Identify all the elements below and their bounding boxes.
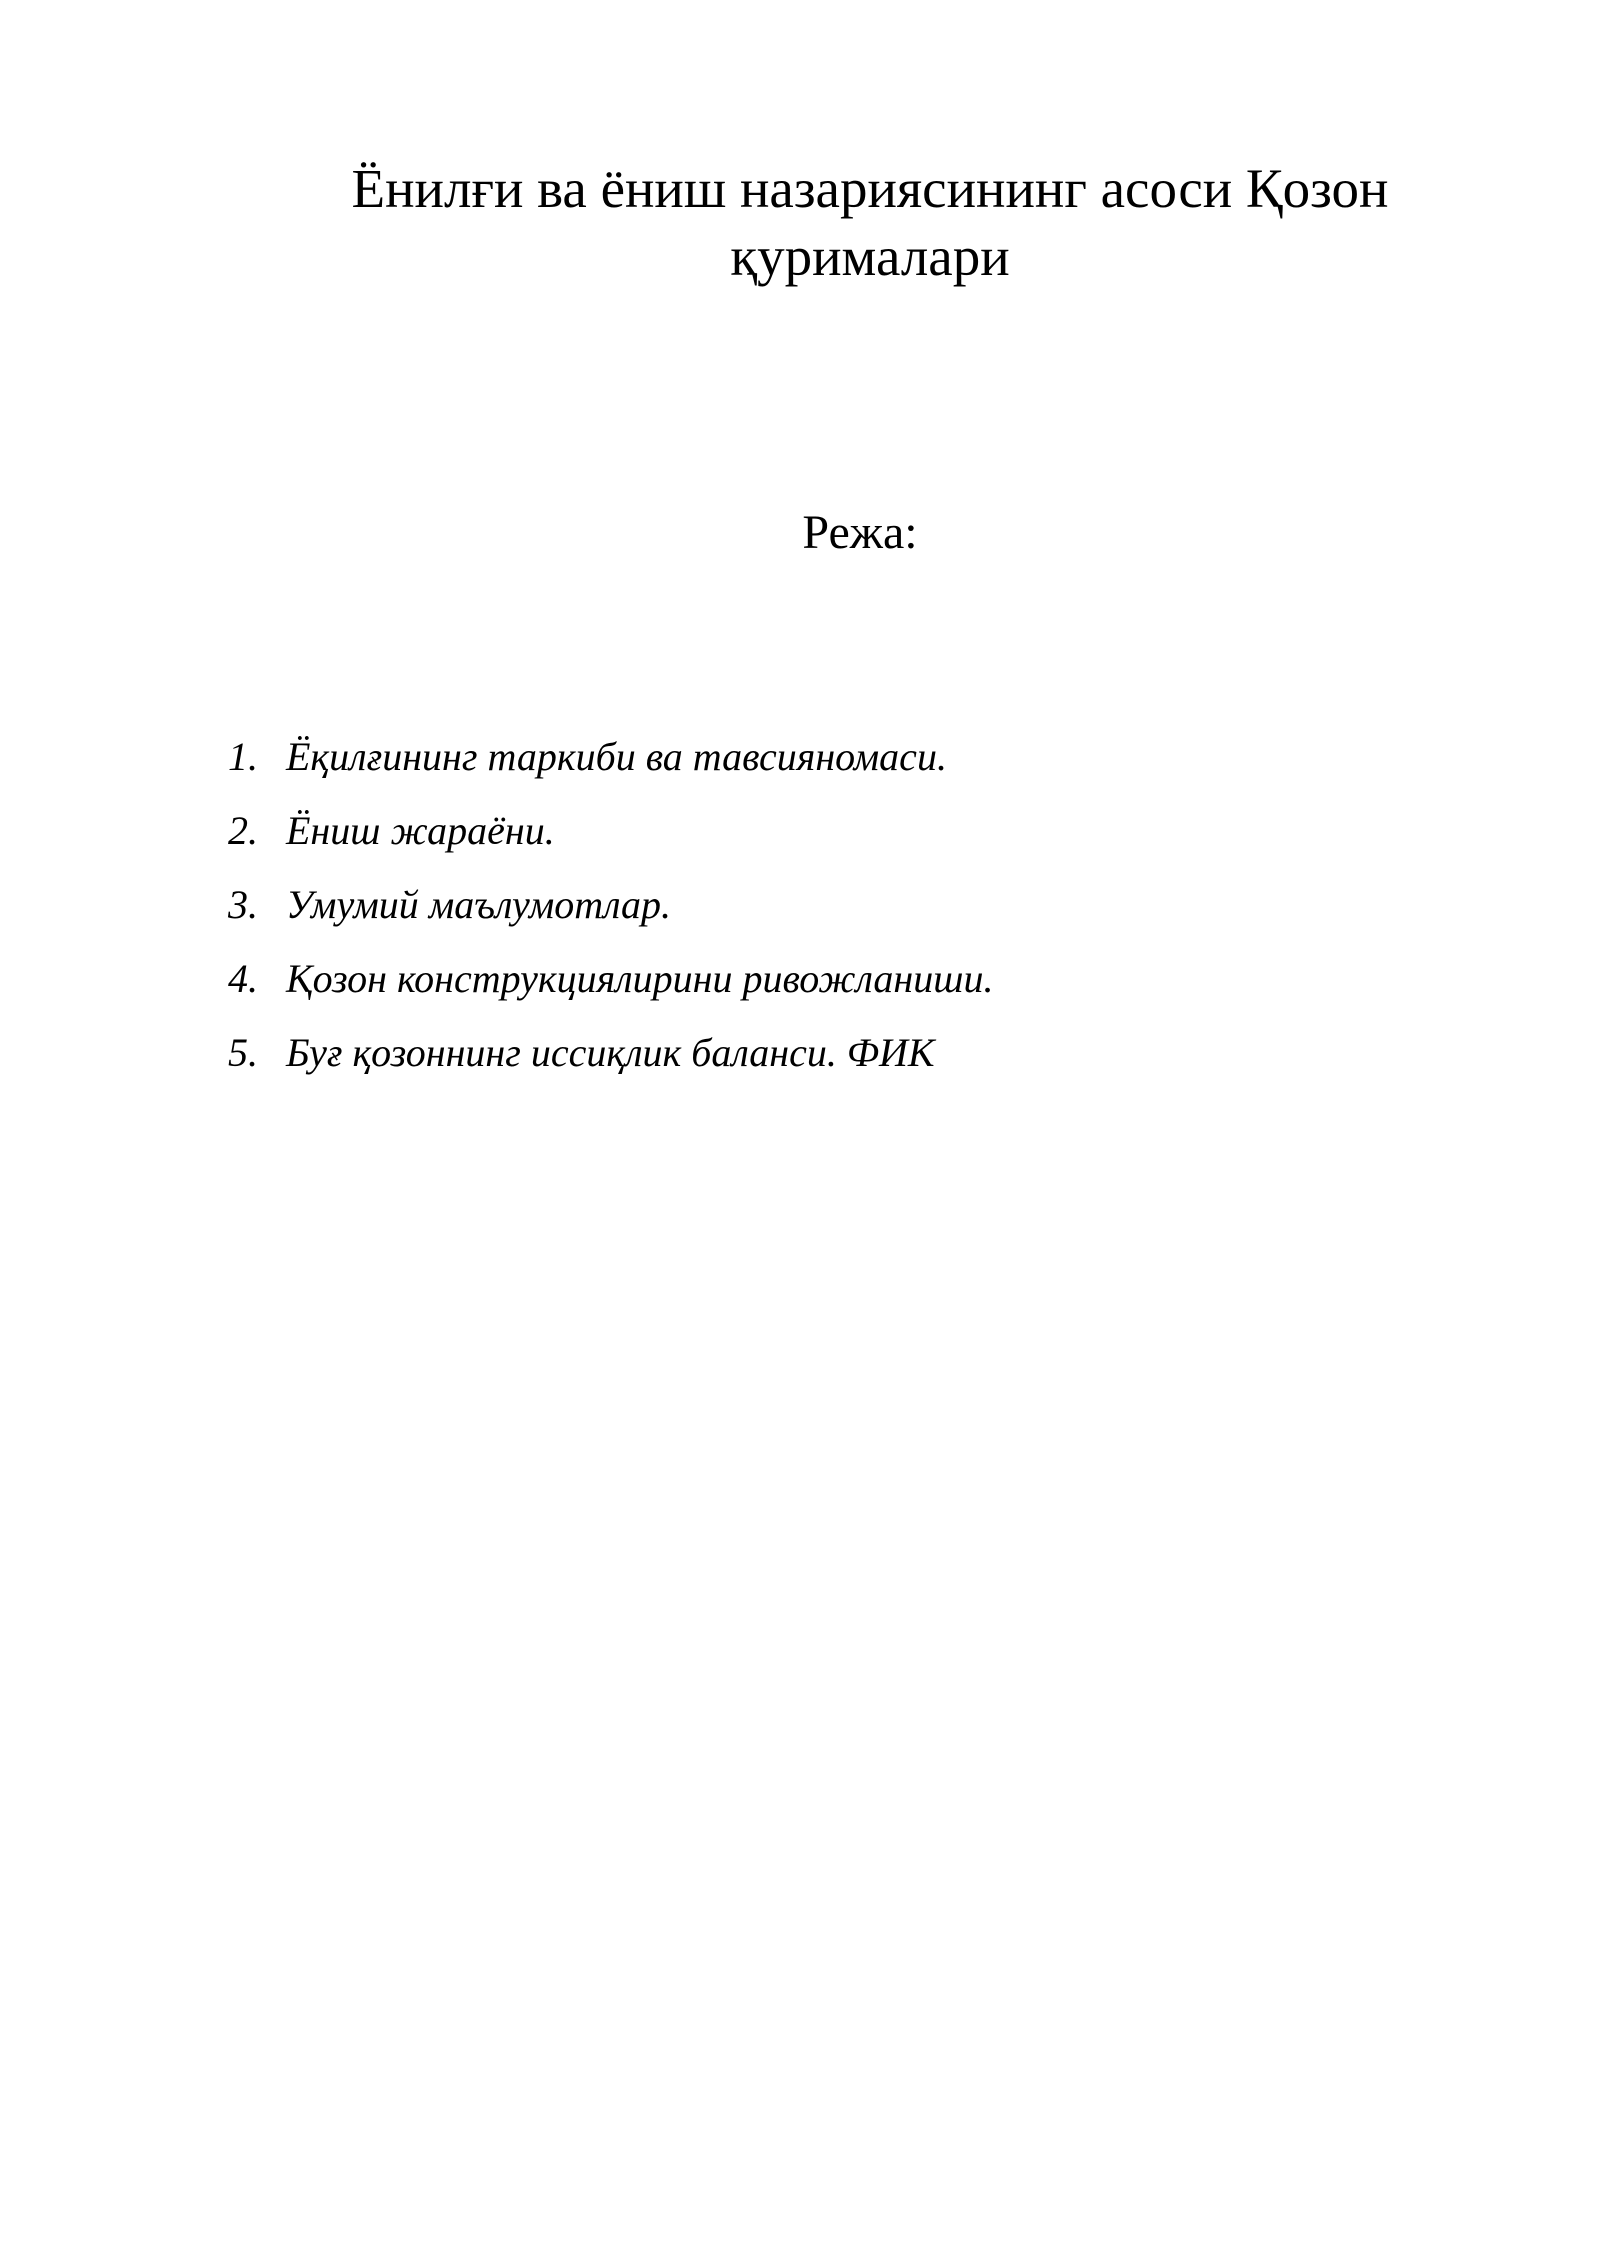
- plan-item: [228, 727, 993, 801]
- plan-item: [228, 1023, 993, 1097]
- plan-item-text: Ёниш жараёни.: [286, 808, 555, 853]
- document-title: Ёнилғи ва ёниш назариясининг асоси Қозон қурималари: [351, 158, 1389, 287]
- plan-item-text: Ёқилғининг таркиби ва тавсияномаси.: [286, 734, 947, 779]
- plan-item: [228, 949, 993, 1023]
- plan-item-number: 2.: [228, 808, 258, 853]
- plan-item-text: Умумий маълумотлар.: [286, 882, 672, 927]
- plan-item: [228, 875, 993, 949]
- plan-list: [228, 727, 993, 1097]
- plan-item-text: Қозон конструкциялирини ривожланиши.: [286, 956, 994, 1001]
- plan-item-number: 3.: [228, 882, 258, 927]
- plan-heading: Режа:: [802, 506, 918, 559]
- plan-item-number: 5.: [228, 1030, 258, 1075]
- plan-item-number: 4.: [228, 956, 258, 1001]
- plan-item-number: 1.: [228, 734, 258, 779]
- plan-item: [228, 801, 993, 875]
- plan-item-text: Буғ қозоннинг иссиқлик баланси. ФИК: [286, 1030, 935, 1075]
